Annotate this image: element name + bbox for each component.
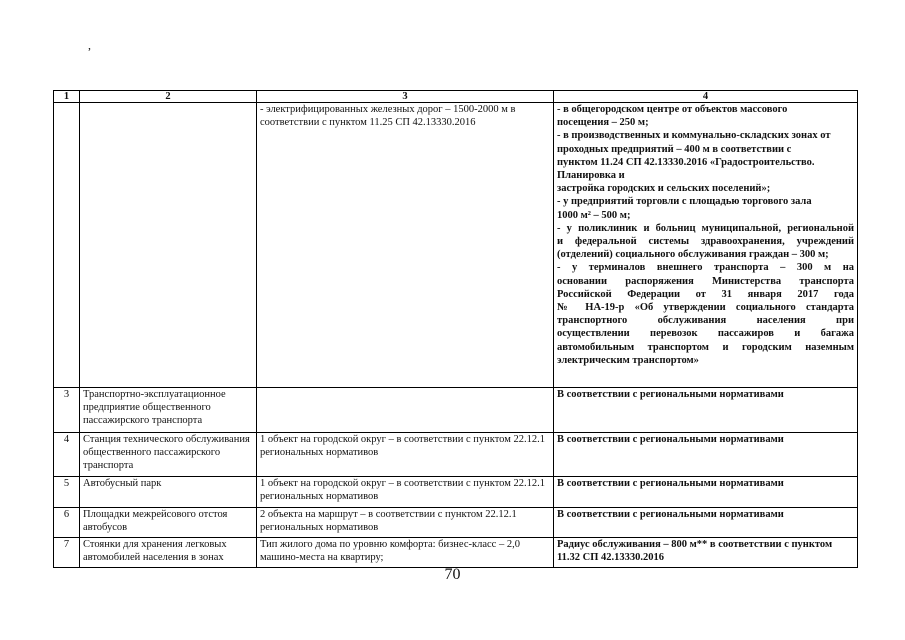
table-row [54,388,858,433]
row-name: Автобусный парк [80,477,257,508]
text-line: - у предприятий торговли с площадью торгового зала [557,196,812,208]
table-row [54,477,858,508]
table-row [54,508,858,538]
row-col3: Тип жилого дома по уровню комфорта: бизнес-класс – 2,0 машино-места на квартиру; [257,538,554,568]
table-row [54,433,858,477]
row-col3: 1 объект на городской округ – в соответствии с пунктом 22.12.1 региональных нормативов [257,477,554,508]
row-number [54,103,80,388]
header-col-1: 1 [54,91,80,103]
table-row [54,538,858,568]
row-col4: В соответствии с региональными нормативами [554,477,858,508]
text-line: проходных предприятий – 400 м в соответствии с [557,143,792,155]
row-name: Станция технического обслуживания общественного пассажирского транспорта [80,433,257,477]
row-col3: - электрифицированных железных дорог – 1500-2000 м в соответствии с пунктом 11.25 СП 42.13330.2016 [257,103,554,388]
header-col-3: 3 [257,91,554,103]
stray-mark: , [88,38,91,52]
text-line: и федеральной системы здравоохранения, учреждений [557,236,854,248]
row-col4: Радиус обслуживания – 800 м** в соответствии с пунктом 11.32 СП 42.13330.2016 [554,538,858,568]
row-col3 [257,388,554,433]
row-col4: В соответствии с региональными нормативами [554,388,858,433]
row-name [80,103,257,388]
text-line: 1000 м² – 500 м; [557,209,631,221]
row-col3: 1 объект на городской округ – в соответствии с пунктом 22.12.1 региональных нормативов [257,433,554,477]
row-col4: В соответствии с региональными нормативами [554,508,858,538]
row-number: 4 [54,433,80,477]
text-line: (отделений) социального обслуживания граждан – 300 м; [557,249,829,261]
text-line: посещения – 250 м; [557,117,649,129]
row-number: 6 [54,508,80,538]
text-line: Российской Федерации от 31 января 2017 года [557,288,854,300]
text-line: Планировка и [557,170,625,182]
text-line: осуществлении перевозок пассажиров и багажа [557,328,854,340]
row-col4 [554,103,858,388]
text-line: № НА-19-р «Об утверждении социального стандарта [557,302,854,314]
table-header-row [54,91,858,103]
header-col-4: 4 [554,91,858,103]
row-number: 7 [54,538,80,568]
text-line: автомобильным транспортом и городским наземным [557,341,854,353]
row-col3: 2 объекта на маршрут – в соответствии с пунктом 22.12.1 региональных нормативов [257,508,554,538]
text-line: - в общегородском центре от объектов массового [557,104,788,115]
text-line: - у поликлиник и больниц муниципальной, региональной [557,222,854,234]
row-col4: В соответствии с региональными нормативами [554,433,858,477]
text-line: электрическим транспортом» [557,354,699,366]
text-line: - у терминалов внешнего транспорта – 300 м на [557,262,854,274]
text-line: застройка городских и сельских поселений»; [557,183,771,195]
text-line: - в производственных и коммунально-складских зонах от [557,130,831,142]
header-col-2: 2 [80,91,257,103]
text-line: основании распоряжения Министерства транспорта [557,275,854,287]
standards-table [53,90,858,568]
row-name: Площадки межрейсового отстоя автобусов [80,508,257,538]
row-number: 5 [54,477,80,508]
row-name: Транспортно-эксплуатационное предприятие общественного пассажирского транспорта [80,388,257,433]
row-number: 3 [54,388,80,433]
table-row-continuation [54,103,858,388]
page-number: 70 [444,566,461,583]
text-line: пунктом 11.24 СП 42.13330.2016 «Градостроительство. [557,156,815,168]
row-name: Стоянки для хранения легковых автомобилей населения в зонах [80,538,257,568]
text-line: транспортного обслуживания населения при [557,315,854,327]
